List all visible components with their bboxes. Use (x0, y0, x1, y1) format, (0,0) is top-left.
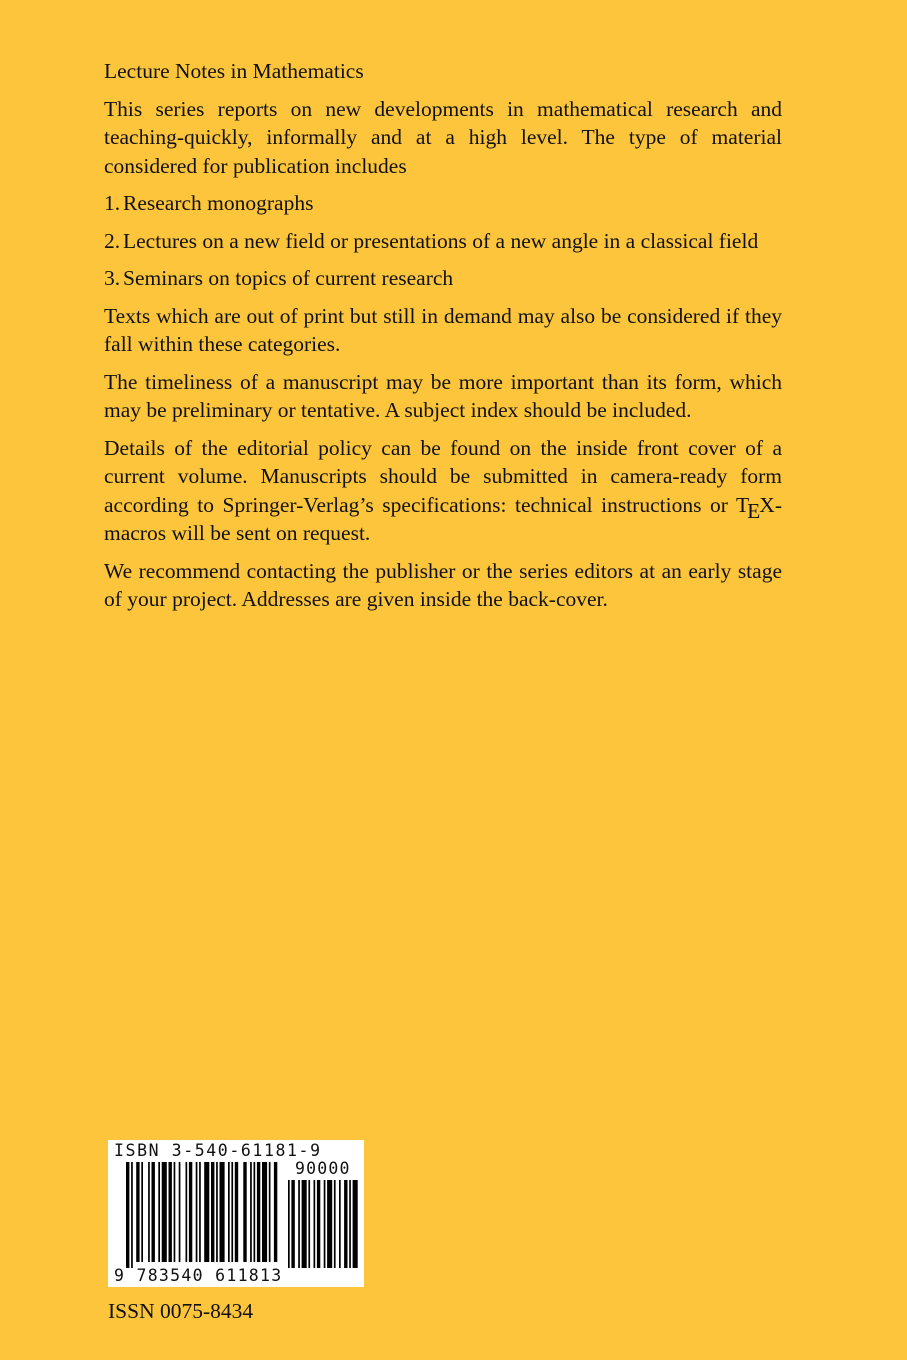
list-item-text: Research monographs (123, 191, 314, 215)
barcode-bar (327, 1180, 332, 1268)
barcode-bar (235, 1162, 238, 1262)
editorial-policy-text-end: -macros will be sent on request. (104, 492, 782, 545)
list-item-number: 3. (104, 266, 121, 290)
series-title: Lecture Notes in Mathematics (104, 59, 364, 83)
barcode-bar (269, 1162, 271, 1262)
barcode-bar (158, 1162, 160, 1262)
barcode-bar (308, 1180, 310, 1268)
barcode-bar (317, 1180, 320, 1268)
timeliness-paragraph: The timeliness of a manuscript may be more important than its form, which may be preliminary or tentative. A subject index should be included. (104, 369, 782, 422)
barcode-bar (302, 1180, 307, 1268)
material-types-list (104, 189, 782, 293)
ean-number: 9 783540 611813 (114, 1266, 283, 1285)
barcode-bar (274, 1162, 277, 1262)
barcode-bar (344, 1180, 347, 1268)
barcode-bar (298, 1180, 300, 1268)
barcode-bar (288, 1180, 290, 1268)
barcode-bar (243, 1162, 246, 1262)
list-item-text: Lectures on a new field or presentations of a new angle in a classical field (123, 228, 759, 253)
barcode-bar (250, 1162, 252, 1262)
tex-logo-t: T (736, 492, 750, 517)
editorial-policy-paragraph (104, 434, 782, 548)
barcode-bar (216, 1162, 218, 1262)
barcode-bar (152, 1162, 155, 1262)
list-item-number: 1. (104, 191, 121, 215)
barcode-bar (353, 1180, 358, 1268)
barcode-bar (334, 1180, 336, 1268)
barcode-bar (174, 1162, 176, 1262)
barcode-bar (211, 1162, 214, 1262)
barcode-bar (141, 1162, 143, 1262)
barcode-bar (199, 1162, 201, 1262)
list-item (104, 227, 782, 256)
barcode-bar (131, 1162, 133, 1268)
barcode-bar (231, 1162, 233, 1262)
barcode-bar (324, 1180, 326, 1268)
contact-paragraph: We recommend contacting the publisher or the series editors at an early stage of your project. Addresses are given inside the back-cover. (104, 558, 782, 611)
list-item-number: 2. (104, 228, 121, 253)
barcode-bar (254, 1162, 256, 1262)
editorial-policy-text: Details of the editorial policy can be found on the inside front cover of a current volume. Manuscripts should be submitted in camera-ready form according to Springer-Verlag’s specifications: technical instructions or (104, 435, 782, 517)
list-item (104, 264, 782, 293)
barcode-bar (148, 1162, 150, 1262)
back-cover-text (104, 57, 782, 623)
barcode-bar (179, 1162, 181, 1262)
barcode-bar (339, 1180, 341, 1268)
list-item (104, 189, 782, 218)
barcode-bar (314, 1180, 316, 1268)
out-of-print-paragraph: Texts which are out of print but still in demand may also be considered if they fall within these categories. (104, 303, 782, 356)
barcode-bar (196, 1162, 198, 1262)
tex-logo-x: X (759, 492, 775, 517)
tex-logo-e: E (747, 498, 761, 523)
barcode-bar (220, 1162, 225, 1262)
barcode-bar (169, 1162, 172, 1262)
barcode-bar (349, 1180, 351, 1268)
isbn-number: ISBN 3-540-61181-9 (114, 1141, 322, 1160)
barcode-bar (291, 1180, 294, 1268)
barcode-bar (186, 1162, 188, 1262)
barcode-bar (189, 1162, 192, 1262)
list-item-text: Seminars on topics of current research (123, 266, 454, 290)
isbn-barcode (108, 1140, 364, 1287)
barcode-bar (257, 1162, 260, 1262)
barcode-bar (228, 1162, 230, 1262)
barcode-bar (204, 1162, 209, 1262)
intro-paragraph: This series reports on new developments in mathematical research and teaching-quickly, informally and at a high level. The type of material considered for publication includes (104, 96, 782, 178)
barcode-bar (126, 1162, 129, 1268)
issn-number: ISSN 0075-8434 (108, 1299, 254, 1323)
barcode-bar (136, 1162, 139, 1262)
barcode-bar (262, 1162, 267, 1262)
tex-logo (736, 492, 775, 523)
barcode-bar (162, 1162, 167, 1262)
price-addon-number: 90000 (295, 1159, 351, 1178)
